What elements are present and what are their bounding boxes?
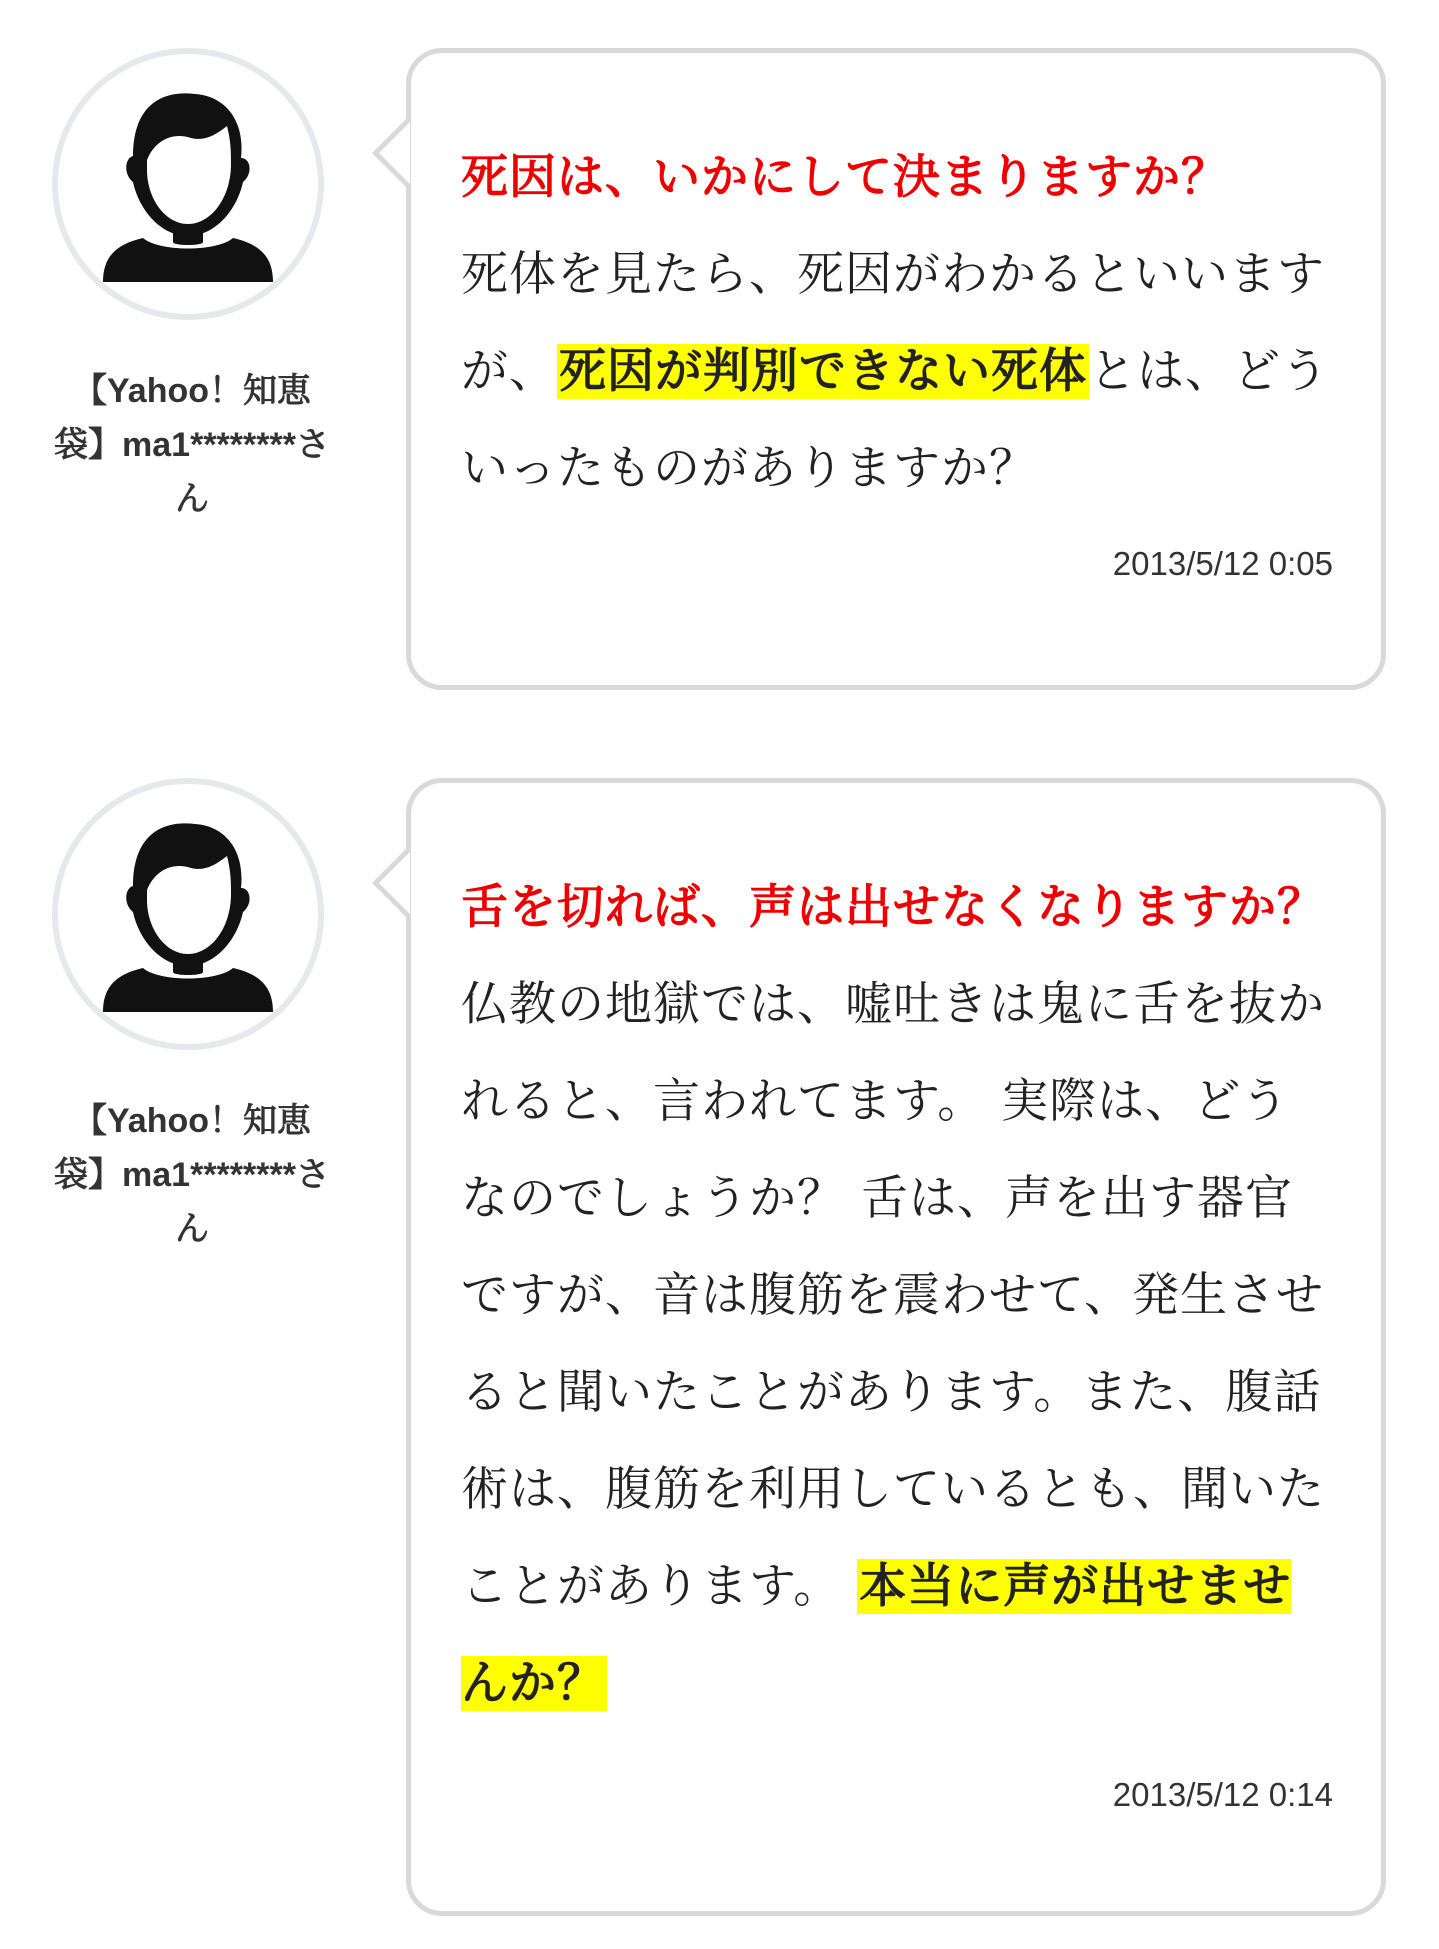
question-text [411, 53, 1381, 517]
avatar[interactable] [52, 48, 324, 320]
question-text [411, 783, 1381, 1732]
highlighted-text: 本当に声が出せませんか？ [461, 1559, 1292, 1711]
user-silhouette-icon [103, 86, 273, 282]
question-body-cont: とは、どういったものがありますか？ [461, 344, 1329, 496]
bubble-tail [372, 115, 410, 191]
question-title: 舌を切れば、声は出せなくなりますか？ [461, 880, 1325, 935]
question-body: 仏教の地獄では、嘘吐きは鬼に舌を抜かれると、言われてます。 実際は、どうなのでしょうか？ 舌は、声を出す器官ですが、音は腹筋を震わせて、発生させると聞いたことがあります。また、腹話術は、腹筋を利用しているとも、聞いたことがあります。 [461, 977, 1325, 1614]
username[interactable]: 【Yahoo！知恵袋】ma1********さん [54, 372, 330, 518]
user-column [52, 778, 332, 1256]
question-body: 死体を見たら、死因がわかるといいますが、 [461, 247, 1325, 399]
username[interactable]: 【Yahoo！知恵袋】ma1********さん [54, 1102, 330, 1248]
question-title: 死因は、いかにして決まりますか？ [461, 150, 1229, 205]
bubble-tail [372, 845, 410, 921]
avatar[interactable] [52, 778, 324, 1050]
user-column [52, 48, 332, 526]
highlighted-text: 死因が判別できない死体 [559, 344, 1087, 399]
question-bubble [406, 778, 1386, 1916]
user-silhouette-icon [103, 816, 273, 1012]
post-timestamp: 2013/5/12 0:05 [1112, 545, 1333, 582]
post-timestamp: 2013/5/12 0:14 [1112, 1776, 1333, 1813]
question-bubble [406, 48, 1386, 690]
